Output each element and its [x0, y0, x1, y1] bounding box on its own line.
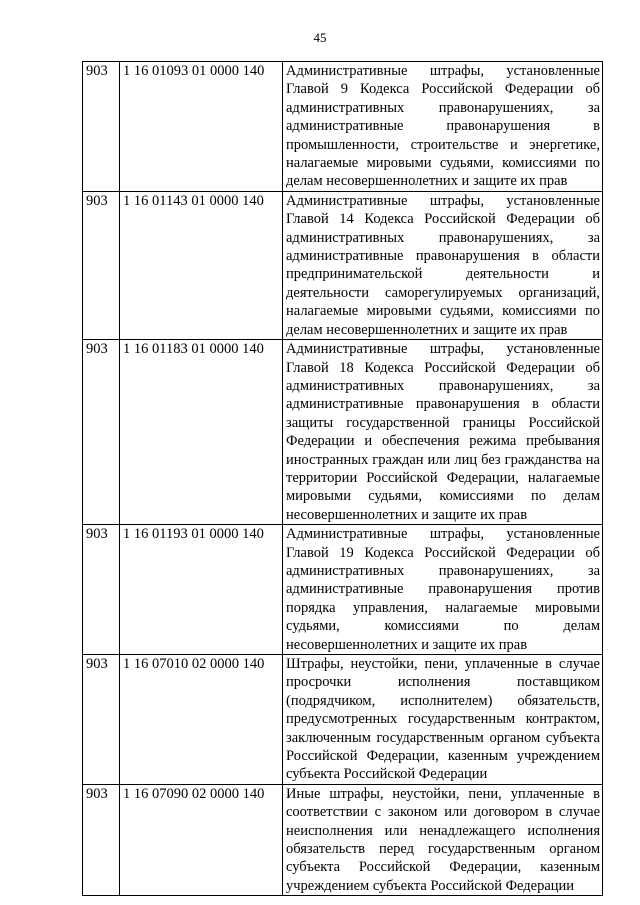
admin-code-cell: 903 — [83, 784, 120, 895]
revenue-code-cell: 1 16 07090 02 0000 140 — [120, 784, 283, 895]
admin-code-cell: 903 — [83, 62, 120, 192]
table-row — [83, 62, 603, 192]
table-row — [83, 525, 603, 655]
revenue-code-cell: 1 16 07010 02 0000 140 — [120, 655, 283, 785]
table-row — [83, 191, 603, 339]
revenue-name-cell: Административные штрафы, установленные Главой 18 Кодекса Российской Федерации об административных правонарушениях, за административные правонарушения в области защиты государственной границы Российской Федерации и обеспечения режима пребывания иностранных граждан или лиц без гражданства на территории Российской Федерации, налагаемые мировыми судьями, комиссиями по делам несовершеннолетних и защите их прав — [283, 340, 603, 525]
table-row — [83, 655, 603, 785]
admin-code-cell: 903 — [83, 655, 120, 785]
revenue-name-cell: Административные штрафы, установленные Главой 19 Кодекса Российской Федерации об административных правонарушениях, за административные правонарушения против порядка управления, налагаемые мировыми судьями, комиссиями по делам несовершеннолетних и защите их прав — [283, 525, 603, 655]
revenue-name-cell: Штрафы, неустойки, пени, уплаченные в случае просрочки исполнения поставщиком (подрядчиком, исполнителем) обязательств, предусмотренных государственным контрактом, заключенным государственным органом субъекта Российской Федерации, казенным учреждением субъекта Российской Федерации — [283, 655, 603, 785]
admin-code-cell: 903 — [83, 191, 120, 339]
revenue-name-cell: Административные штрафы, установленные Главой 14 Кодекса Российской Федерации об административных правонарушениях, за административные правонарушения в области предпринимательской деятельности и деятельности саморегулируемых организаций, налагаемые мировыми судьями, комиссиями по делам несовершеннолетних и защите их прав — [283, 191, 603, 339]
revenue-code-cell: 1 16 01143 01 0000 140 — [120, 191, 283, 339]
revenue-code-cell: 1 16 01093 01 0000 140 — [120, 62, 283, 192]
table-row — [83, 784, 603, 895]
admin-code-cell: 903 — [83, 340, 120, 525]
page-number: 45 — [313, 30, 327, 45]
table-row — [83, 340, 603, 525]
table-body — [83, 62, 603, 896]
revenue-name-cell: Иные штрафы, неустойки, пени, уплаченные в соответствии с законом или договором в случае неисполнения или ненадлежащего исполнения обязательств перед государственным органом субъекта Российской Федерации, казенным учреждением субъекта Российской Федерации — [283, 784, 603, 895]
revenue-name-cell: Административные штрафы, установленные Главой 9 Кодекса Российской Федерации об административных правонарушениях, за административные правонарушения в промышленности, строительстве и энергетике, налагаемые мировыми судьями, комиссиями по делам несовершеннолетних и защите их прав — [283, 62, 603, 192]
revenue-code-cell: 1 16 01183 01 0000 140 — [120, 340, 283, 525]
revenue-codes-table — [82, 61, 603, 896]
admin-code-cell: 903 — [83, 525, 120, 655]
revenue-code-cell: 1 16 01193 01 0000 140 — [120, 525, 283, 655]
